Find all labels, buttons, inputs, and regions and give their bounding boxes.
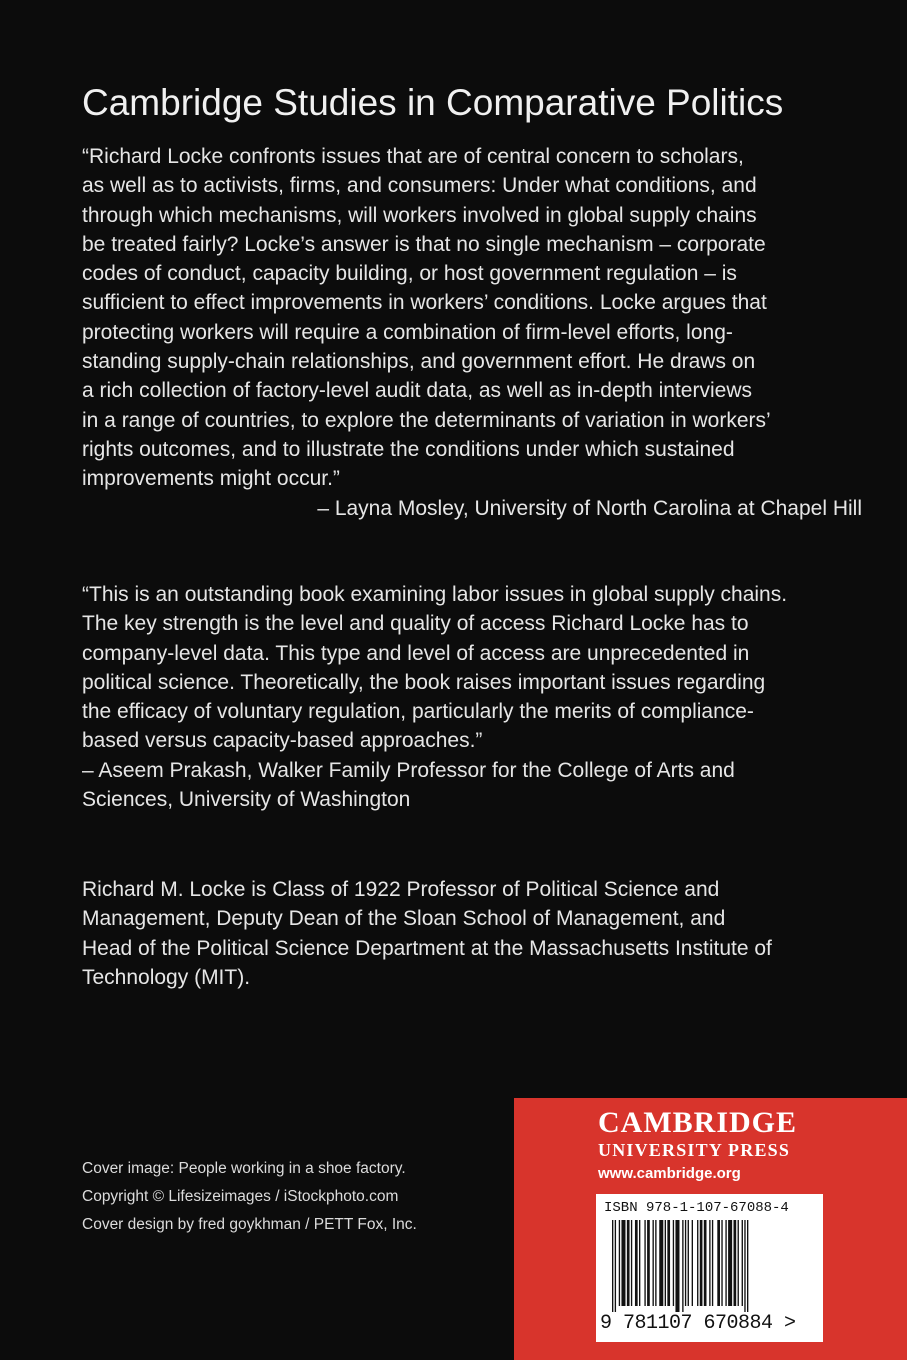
barcode-bar — [712, 1220, 713, 1306]
barcode-bar — [682, 1220, 683, 1312]
barcode-bar — [704, 1220, 707, 1306]
quote-line: protecting workers will require a combination of firm-level efforts, long- — [82, 320, 733, 344]
quote-line: political science. Theoretically, the book raises important issues regarding — [82, 670, 766, 694]
barcode-bar — [667, 1220, 670, 1306]
barcode-bar — [615, 1220, 616, 1312]
quote-line: be treated fairly? Locke’s answer is that no single mechanism – corporate — [82, 232, 766, 256]
copyright-credit: Copyright © Lifesizeimages / iStockphoto.com — [82, 1188, 399, 1205]
barcode-bar — [673, 1220, 674, 1306]
quote-line: The key strength is the level and quality of access Richard Locke has to — [82, 612, 749, 636]
barcode-bar — [627, 1220, 630, 1306]
bio-line: Management, Deputy Dean of the Sloan School of Management, and — [82, 907, 726, 931]
barcode-bar — [717, 1220, 720, 1306]
quote-line: company-level data. This type and level of access are unprecedented in — [82, 641, 750, 665]
barcode-bar — [635, 1220, 638, 1306]
bio-line: Richard M. Locke is Class of 1922 Professor of Political Science and — [82, 878, 720, 901]
publisher-logo: CAMBRIDGE — [598, 1106, 798, 1139]
barcode-panel — [596, 1194, 823, 1342]
cover-design-credit: Cover design by fred goykhman / PETT Fox, Inc. — [82, 1216, 417, 1233]
quote-attribution: Sciences, University of Washington — [82, 788, 411, 812]
quote-line: in a range of countries, to explore the determinants of variation in workers’ — [82, 408, 771, 432]
quote-attribution: – Layna Mosley, University of North Carolina at Chapel Hill — [317, 496, 862, 520]
barcode-bar — [639, 1220, 640, 1306]
quote-attribution: – Aseem Prakash, Walker Family Professor for the College of Arts and — [82, 758, 735, 782]
quote-line: a rich collection of factory-level audit data, as well as in-depth interviews — [82, 379, 752, 403]
barcode-digits: 9 781107 670884 > — [600, 1312, 796, 1335]
barcode-bar — [734, 1220, 737, 1306]
quote-line: improvements might occur.” — [82, 467, 340, 491]
barcode-bar — [612, 1220, 613, 1312]
quote-line: “This is an outstanding book examining labor issues in global supply chains. — [82, 583, 788, 606]
barcode-bar — [647, 1220, 650, 1306]
quote-line: standing supply-chain relationships, and government effort. He draws on — [82, 350, 756, 374]
publisher-press: UNIVERSITY PRESS — [598, 1140, 791, 1160]
barcode-bar — [738, 1220, 739, 1306]
quote-line: as well as to activists, firms, and consumers: Under what conditions, and — [82, 174, 757, 198]
barcode-bar — [709, 1220, 710, 1306]
quote-layna-mosley — [82, 142, 872, 523]
barcode-bar — [675, 1220, 679, 1312]
author-bio — [82, 875, 872, 992]
barcode-bar — [659, 1220, 663, 1306]
publisher-box — [514, 1098, 907, 1360]
barcode-bar — [688, 1220, 689, 1306]
quote-line: rights outcomes, and to illustrate the conditions under which sustained — [82, 437, 735, 461]
barcode-bar — [692, 1220, 693, 1306]
cover-credits — [82, 1155, 417, 1239]
barcode-bar — [747, 1220, 748, 1312]
bio-line: Head of the Political Science Department at the Massachusetts Institute of — [82, 936, 772, 960]
quote-line: through which mechanisms, will workers involved in global supply chains — [82, 203, 757, 227]
quote-line: based versus capacity-based approaches.” — [82, 729, 483, 753]
barcode-bar — [655, 1220, 656, 1306]
cover-image-credit: Cover image: People working in a shoe factory. — [82, 1160, 406, 1177]
barcode-bar — [728, 1220, 732, 1306]
quote-line: codes of conduct, capacity building, or host government regulation – is — [82, 262, 737, 286]
barcode-bar — [644, 1220, 645, 1306]
barcode-bar — [721, 1220, 722, 1306]
barcode-bar — [619, 1220, 620, 1306]
bio-line: Technology (MIT). — [82, 965, 251, 989]
publisher-url: www.cambridge.org — [598, 1165, 741, 1182]
quote-line: the efficacy of voluntary regulation, particularly the merits of compliance- — [82, 700, 754, 724]
barcode-icon — [610, 1220, 810, 1312]
barcode-bar — [742, 1220, 743, 1306]
barcode-bar — [631, 1220, 632, 1306]
quote-line: sufficient to effect improvements in workers’ conditions. Locke argues that — [82, 291, 767, 315]
barcode-bar — [621, 1220, 625, 1306]
barcode-bar — [700, 1220, 703, 1306]
quote-line: “Richard Locke confronts issues that are of central concern to scholars, — [82, 145, 744, 168]
series-title: Cambridge Studies in Comparative Politics — [82, 82, 784, 123]
quote-aseem-prakash — [82, 580, 872, 814]
barcode-bar — [685, 1220, 686, 1306]
barcode-bar — [665, 1220, 666, 1306]
barcode-bar — [725, 1220, 726, 1306]
isbn-label: ISBN 978-1-107-67088-4 — [604, 1200, 789, 1216]
barcode-bar — [744, 1220, 745, 1312]
barcode-bar — [653, 1220, 654, 1306]
barcode-bar — [697, 1220, 698, 1306]
